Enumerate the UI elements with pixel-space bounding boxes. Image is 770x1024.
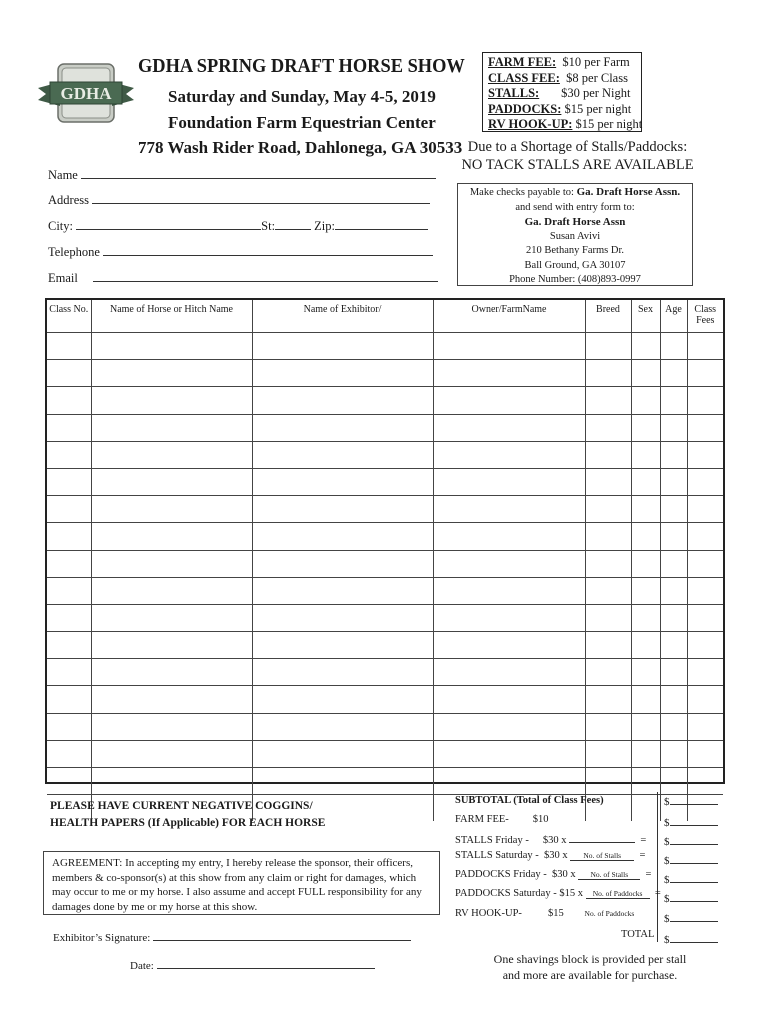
table-cell[interactable] xyxy=(585,577,631,604)
table-cell[interactable] xyxy=(687,768,723,795)
shortage-line-1: Due to a Shortage of Stalls/Paddocks: xyxy=(467,139,688,155)
table-cell[interactable] xyxy=(631,795,660,822)
agreement-box xyxy=(43,851,440,915)
table-row xyxy=(47,441,723,468)
address-line[interactable] xyxy=(92,191,430,204)
fee-row-paddocks: PADDOCKS: $15 per night xyxy=(488,101,632,116)
table-cell[interactable] xyxy=(687,387,723,414)
table-cell[interactable] xyxy=(47,740,91,767)
stalls-saturday-label: STALLS Saturday - $30 x No. of Stalls = xyxy=(455,850,646,861)
table-cell[interactable] xyxy=(660,713,687,740)
table-cell[interactable] xyxy=(252,523,433,550)
shavings-line-1: One shavings block is provided per stall xyxy=(493,952,687,966)
table-row xyxy=(47,604,723,631)
table-row xyxy=(47,740,723,767)
table-cell[interactable] xyxy=(631,441,660,468)
table-cell[interactable] xyxy=(91,632,252,659)
table-cell[interactable] xyxy=(585,659,631,686)
table-cell[interactable] xyxy=(631,387,660,414)
table-cell[interactable] xyxy=(660,333,687,360)
signature-label: Exhibitor’s Signature: xyxy=(53,932,151,944)
email-line[interactable] xyxy=(93,269,438,282)
table-cell[interactable] xyxy=(91,333,252,360)
table-cell[interactable] xyxy=(631,604,660,631)
table-cell[interactable] xyxy=(687,496,723,523)
table-cell[interactable] xyxy=(252,713,433,740)
table-cell[interactable] xyxy=(687,740,723,767)
total-label: TOTAL xyxy=(621,929,655,940)
table-row xyxy=(47,713,723,740)
table-cell[interactable] xyxy=(585,387,631,414)
paddocks-friday-label: PADDOCKS Friday - $30 x No. of Stalls = xyxy=(455,869,652,880)
table-cell[interactable] xyxy=(91,496,252,523)
table-cell[interactable] xyxy=(585,740,631,767)
table-cell[interactable] xyxy=(433,659,585,686)
table-cell[interactable] xyxy=(433,713,585,740)
table-cell[interactable] xyxy=(252,768,433,795)
signature-line[interactable] xyxy=(153,928,411,941)
table-cell[interactable] xyxy=(47,441,91,468)
table-cell[interactable] xyxy=(433,387,585,414)
table-cell[interactable] xyxy=(47,387,91,414)
header-age: Age xyxy=(660,300,687,333)
mail-line-1: Make checks payable to: Ga. Draft Horse Assn. xyxy=(469,186,681,198)
farm-fee-label: FARM FEE- $10 xyxy=(455,814,549,825)
table-row xyxy=(47,550,723,577)
payment-address-box xyxy=(457,183,693,286)
table-cell[interactable] xyxy=(660,604,687,631)
email-field[interactable] xyxy=(48,269,438,286)
table-cell[interactable] xyxy=(91,441,252,468)
coggins-line-1: PLEASE HAVE CURRENT NEGATIVE COGGINS/ xyxy=(50,800,313,812)
table-cell[interactable] xyxy=(687,659,723,686)
table-cell[interactable] xyxy=(631,659,660,686)
city-field[interactable] xyxy=(48,217,428,234)
page-title: GDHA SPRING DRAFT HORSE SHOW xyxy=(138,55,465,77)
table-cell[interactable] xyxy=(585,441,631,468)
table-cell[interactable] xyxy=(252,686,433,713)
table-cell[interactable] xyxy=(585,333,631,360)
name-line[interactable] xyxy=(81,166,436,179)
table-cell[interactable] xyxy=(585,523,631,550)
signature-field[interactable] xyxy=(53,928,411,944)
stalls-saturday-amount[interactable]: $ xyxy=(664,851,718,867)
table-cell[interactable] xyxy=(585,713,631,740)
table-row xyxy=(47,387,723,414)
table-cell[interactable] xyxy=(91,686,252,713)
shortage-line-2: NO TACK STALLS ARE AVAILABLE xyxy=(461,157,694,173)
rv-hookup-amount[interactable]: $ xyxy=(664,909,718,925)
header-breed: Breed xyxy=(585,300,631,333)
table-cell[interactable] xyxy=(433,468,585,495)
table-cell[interactable] xyxy=(433,550,585,577)
table-cell[interactable] xyxy=(91,659,252,686)
shortage-notice xyxy=(455,138,700,174)
table-cell[interactable] xyxy=(631,496,660,523)
table-cell[interactable] xyxy=(687,632,723,659)
stalls-friday-amount[interactable]: $ xyxy=(664,832,718,848)
fees-divider xyxy=(657,792,658,942)
table-cell[interactable] xyxy=(252,550,433,577)
mail-line-2: and send with entry form to: xyxy=(515,201,635,213)
table-row xyxy=(47,632,723,659)
telephone-field[interactable] xyxy=(48,243,433,260)
table-cell[interactable] xyxy=(433,604,585,631)
header-class-no: Class No. xyxy=(47,300,91,333)
table-cell[interactable] xyxy=(91,768,252,795)
coggins-notice xyxy=(50,798,325,832)
table-cell[interactable] xyxy=(660,496,687,523)
fee-row-stalls: STALLS: $30 per Night xyxy=(488,86,631,100)
table-cell[interactable] xyxy=(252,632,433,659)
subtotal-amount[interactable]: $ xyxy=(664,792,718,808)
table-cell[interactable] xyxy=(433,686,585,713)
table-cell[interactable] xyxy=(91,577,252,604)
table-cell[interactable] xyxy=(47,686,91,713)
table-cell[interactable] xyxy=(660,550,687,577)
table-cell[interactable] xyxy=(660,577,687,604)
table-cell[interactable] xyxy=(660,740,687,767)
table-cell[interactable] xyxy=(585,468,631,495)
header-exhibitor: Name of Exhibitor/ xyxy=(252,300,433,333)
table-cell[interactable] xyxy=(433,632,585,659)
date-field[interactable] xyxy=(130,956,375,972)
table-cell[interactable] xyxy=(47,768,91,795)
table-cell[interactable] xyxy=(687,550,723,577)
table-cell[interactable] xyxy=(660,387,687,414)
coggins-line-2: HEALTH PAPERS (If Applicable) FOR EACH HORSE xyxy=(50,817,326,829)
fee-row-farm: FARM FEE: $10 per Farm xyxy=(488,55,630,69)
logo-text: GDHA xyxy=(60,84,112,103)
table-cell[interactable] xyxy=(47,496,91,523)
table-cell[interactable] xyxy=(687,713,723,740)
stalls-friday-label: STALLS Friday - $30 x = xyxy=(455,835,647,846)
table-cell[interactable] xyxy=(252,659,433,686)
city-label: City: xyxy=(48,219,74,233)
table-cell[interactable] xyxy=(252,577,433,604)
table-cell[interactable] xyxy=(631,414,660,441)
table-cell[interactable] xyxy=(47,577,91,604)
fee-row-class: CLASS FEE: $8 per Class xyxy=(488,70,628,85)
table-cell[interactable] xyxy=(631,713,660,740)
table-cell[interactable] xyxy=(660,468,687,495)
table-cell[interactable] xyxy=(660,632,687,659)
zip-label: Zip: xyxy=(314,219,336,233)
table-cell[interactable] xyxy=(631,550,660,577)
table-cell[interactable] xyxy=(585,686,631,713)
table-cell[interactable] xyxy=(687,468,723,495)
table-cell[interactable] xyxy=(91,360,252,387)
table-row xyxy=(47,333,723,360)
table-cell[interactable] xyxy=(585,496,631,523)
title-block xyxy=(138,55,468,158)
table-cell[interactable] xyxy=(433,523,585,550)
zip-line[interactable] xyxy=(335,217,428,230)
table-cell[interactable] xyxy=(631,768,660,795)
table-cell[interactable] xyxy=(47,414,91,441)
paddocks-friday-amount[interactable]: $ xyxy=(664,870,718,886)
gdha-logo xyxy=(36,58,136,128)
email-label: Email xyxy=(48,271,78,285)
table-cell[interactable] xyxy=(433,768,585,795)
table-cell[interactable] xyxy=(660,686,687,713)
table-cell[interactable] xyxy=(47,550,91,577)
total-amount[interactable]: $ xyxy=(664,930,718,946)
table-row xyxy=(47,659,723,686)
table-cell[interactable] xyxy=(660,523,687,550)
table-cell[interactable] xyxy=(47,468,91,495)
table-cell[interactable] xyxy=(631,523,660,550)
table-cell[interactable] xyxy=(585,360,631,387)
table-cell[interactable] xyxy=(252,468,433,495)
table-cell[interactable] xyxy=(47,333,91,360)
table-cell[interactable] xyxy=(91,604,252,631)
table-cell[interactable] xyxy=(687,604,723,631)
table-cell[interactable] xyxy=(660,360,687,387)
table-cell[interactable] xyxy=(91,740,252,767)
table-cell[interactable] xyxy=(631,686,660,713)
mail-line-3: Ga. Draft Horse Assn xyxy=(524,216,626,228)
telephone-label: Telephone xyxy=(48,245,100,259)
table-cell[interactable] xyxy=(687,360,723,387)
address-label: Address xyxy=(48,193,89,207)
table-cell[interactable] xyxy=(631,577,660,604)
mail-line-4: Susan Avivi xyxy=(549,230,601,242)
table-cell[interactable] xyxy=(252,496,433,523)
mail-line-7: Phone Number: (408)893-0997 xyxy=(509,274,641,285)
venue-address: 778 Wash Rider Road, Dahlonega, GA 30533 xyxy=(138,138,463,157)
subtotal-label: SUBTOTAL (Total of Class Fees) xyxy=(455,795,604,806)
telephone-line[interactable] xyxy=(103,243,433,256)
table-cell[interactable] xyxy=(631,333,660,360)
header-owner: Owner/FarmName xyxy=(433,300,585,333)
table-cell[interactable] xyxy=(660,441,687,468)
name-field[interactable] xyxy=(48,166,436,183)
mail-line-6: Ball Ground, GA 30107 xyxy=(524,259,626,271)
table-cell[interactable] xyxy=(687,333,723,360)
table-cell[interactable] xyxy=(687,441,723,468)
rv-hookup-label: RV HOOK-UP- $15 No. of Paddocks xyxy=(455,908,635,919)
table-row xyxy=(47,496,723,523)
table-cell[interactable] xyxy=(660,768,687,795)
table-cell[interactable] xyxy=(252,333,433,360)
date-line[interactable] xyxy=(157,956,375,969)
table-cell[interactable] xyxy=(687,686,723,713)
table-row xyxy=(47,686,723,713)
table-cell[interactable] xyxy=(91,387,252,414)
table-row xyxy=(47,768,723,795)
table-cell[interactable] xyxy=(252,441,433,468)
table-cell[interactable] xyxy=(433,441,585,468)
table-cell[interactable] xyxy=(631,360,660,387)
table-cell[interactable] xyxy=(585,550,631,577)
entry-table xyxy=(45,298,725,784)
table-cell[interactable] xyxy=(687,523,723,550)
table-cell[interactable] xyxy=(433,577,585,604)
st-line[interactable] xyxy=(275,217,311,230)
header-sex: Sex xyxy=(631,300,660,333)
table-cell[interactable] xyxy=(631,740,660,767)
table-cell[interactable] xyxy=(433,496,585,523)
mail-line-5: 210 Bethany Farms Dr. xyxy=(526,245,624,256)
table-cell[interactable] xyxy=(585,414,631,441)
table-cell[interactable] xyxy=(660,414,687,441)
table-cell[interactable] xyxy=(91,414,252,441)
date-label: Date: xyxy=(130,960,154,972)
table-cell[interactable] xyxy=(91,523,252,550)
shavings-notice xyxy=(480,951,700,983)
table-cell[interactable] xyxy=(433,360,585,387)
table-cell[interactable] xyxy=(252,740,433,767)
paddocks-saturday-amount[interactable]: $ xyxy=(664,889,718,905)
table-header-row xyxy=(47,300,723,333)
table-cell[interactable] xyxy=(660,659,687,686)
table-cell[interactable] xyxy=(585,632,631,659)
table-row xyxy=(47,414,723,441)
table-cell[interactable] xyxy=(631,468,660,495)
table-cell[interactable] xyxy=(252,414,433,441)
table-cell[interactable] xyxy=(252,387,433,414)
table-cell[interactable] xyxy=(91,713,252,740)
st-label: St: xyxy=(261,219,276,233)
table-row xyxy=(47,360,723,387)
table-cell[interactable] xyxy=(433,740,585,767)
table-row xyxy=(47,468,723,495)
table-cell[interactable] xyxy=(47,713,91,740)
table-cell[interactable] xyxy=(433,333,585,360)
table-cell[interactable] xyxy=(47,523,91,550)
table-cell[interactable] xyxy=(47,604,91,631)
table-cell[interactable] xyxy=(91,468,252,495)
table-cell[interactable] xyxy=(687,414,723,441)
header-horse-name: Name of Horse or Hitch Name xyxy=(91,300,252,333)
address-field[interactable] xyxy=(48,191,430,208)
fee-row-rv: RV HOOK-UP: $15 per night xyxy=(488,117,643,131)
table-cell[interactable] xyxy=(433,414,585,441)
table-cell[interactable] xyxy=(91,550,252,577)
header-class-fees: Class Fees xyxy=(687,300,723,333)
farm-fee-amount[interactable]: $ xyxy=(664,813,718,829)
table-cell[interactable] xyxy=(47,360,91,387)
table-row xyxy=(47,523,723,550)
table-row xyxy=(47,577,723,604)
table-cell[interactable] xyxy=(47,632,91,659)
venue-name: Foundation Farm Equestrian Center xyxy=(168,113,436,132)
city-line[interactable] xyxy=(76,217,261,230)
entry-grid xyxy=(47,300,723,821)
paddocks-saturday-label: PADDOCKS Saturday - $15 x No. of Paddocks = xyxy=(455,888,661,899)
table-cell[interactable] xyxy=(687,577,723,604)
table-cell[interactable] xyxy=(252,604,433,631)
shavings-line-2: and more are available for purchase. xyxy=(502,968,678,982)
table-cell[interactable] xyxy=(585,604,631,631)
table-cell[interactable] xyxy=(47,659,91,686)
fee-schedule-box xyxy=(482,52,642,132)
table-cell[interactable] xyxy=(252,360,433,387)
table-cell[interactable] xyxy=(631,632,660,659)
name-label: Name xyxy=(48,168,78,182)
table-cell[interactable] xyxy=(585,768,631,795)
agreement-text: AGREEMENT: In accepting my entry, I hereby release the sponsor, their officers, members & co-sponsor(s) at this show from any claim or right for damages, which may occur to me or my horse. I also assume and accept FULL responsibility for any damages done by me or my horse at this show. xyxy=(52,857,422,913)
show-dates: Saturday and Sunday, May 4-5, 2019 xyxy=(168,87,436,106)
